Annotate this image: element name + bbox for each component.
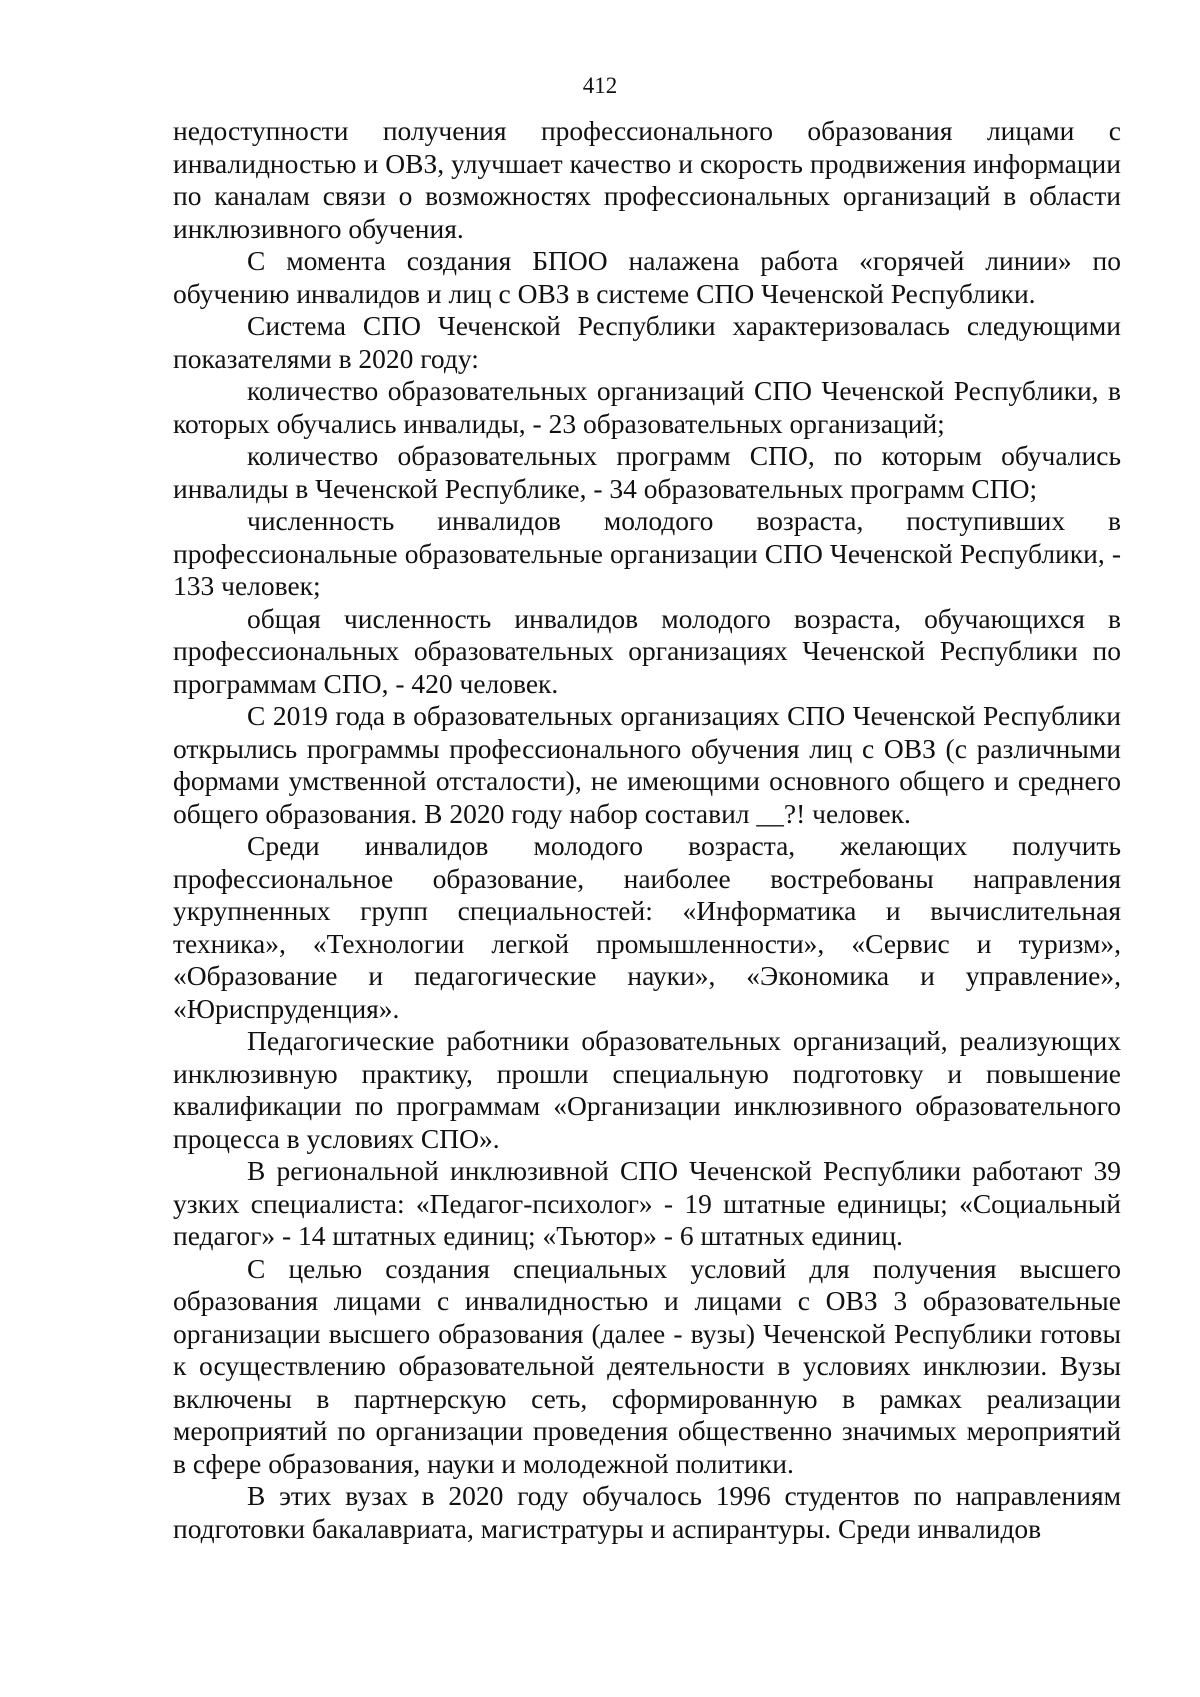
paragraph-total-students: общая численность инвалидов молодого возраста, обучающихся в профессиональных образовательных организациях Чеченской Республики по программам СПО, - 420 человек. bbox=[173, 602, 1121, 699]
paragraph-indicators-intro: Система СПО Чеченской Республики характеризовалась следующими показателями в 2020 году: bbox=[173, 310, 1121, 374]
body-text bbox=[173, 115, 1121, 1545]
paragraph-programs-count: количество образовательных программ СПО, по которым обучались инвалиды в Чеченской Республике, - 34 образовательных программ СПО; bbox=[173, 440, 1121, 504]
paragraph-popular-specialties: Среди инвалидов молодого возраста, желающих получить профессиональное образование, наиболее востребованы направления укрупненных групп специальностей: «Информатика и вычислительная техника», «Технологии легкой промышленности», «Сервис и туризм», «Образование и педагогические науки», «Экономика и управление», «Юриспруденция». bbox=[173, 830, 1121, 1024]
paragraph-universities-2020: В этих вузах в 2020 году обучалось 1996 студентов по направлениям подготовки бакалавриата, магистратуры и аспирантуры. Среди инвалидов bbox=[173, 1480, 1121, 1544]
page-number: 412 bbox=[582, 73, 618, 98]
paragraph-teacher-training: Педагогические работники образовательных организаций, реализующих инклюзивную практику, прошли специальную подготовку и повышение квалификации по программам «Организации инклюзивного образовательного процесса в условиях СПО». bbox=[173, 1025, 1121, 1154]
paragraph-2019-programs: С 2019 года в образовательных организациях СПО Чеченской Республики открылись программы профессионального обучения лиц с ОВЗ (с различными формами умственной отсталости), не имеющими основного общего и среднего общего образования. В 2020 году набор составил __?! человек. bbox=[173, 700, 1121, 829]
paragraph-continuation: недоступности получения профессионального образования лицами с инвалидностью и ОВЗ, улучшает качество и скорость продвижения информации по каналам связи о возможностях профессиональных организаций в области инклюзивного обучения. bbox=[173, 115, 1121, 244]
paragraph-enrolled-count: численность инвалидов молодого возраста, поступивших в профессиональные образовательные организации СПО Чеченской Республики, - 133 человек; bbox=[173, 505, 1121, 601]
paragraph-organizations-count: количество образовательных организаций СПО Чеченской Республики, в которых обучались инвалиды, - 23 образовательных организаций; bbox=[173, 375, 1121, 439]
paragraph-higher-education: С целью создания специальных условий для получения высшего образования лицами с инвалидностью и лицами с ОВЗ 3 образовательные организации высшего образования (далее - вузы) Чеченской Республики готовы к осуществлению образовательной деятельности в условиях инклюзии. Вузы включены в партнерскую сеть, сформированную в рамках реализации мероприятий по организации проведения общественно значимых мероприятий в сфере образования, науки и молодежной политики. bbox=[173, 1252, 1121, 1479]
paragraph-specialists: В региональной инклюзивной СПО Чеченской Республики работают 39 узких специалиста: «Педагог-психолог» - 19 штатные единицы; «Социальный педагог» - 14 штатных единиц; «Тьютор» - 6 штатных единиц. bbox=[173, 1155, 1121, 1251]
paragraph-hotline: С момента создания БПОО налажена работа «горячей линии» по обучению инвалидов и лиц с ОВЗ в системе СПО Чеченской Республики. bbox=[173, 245, 1121, 309]
